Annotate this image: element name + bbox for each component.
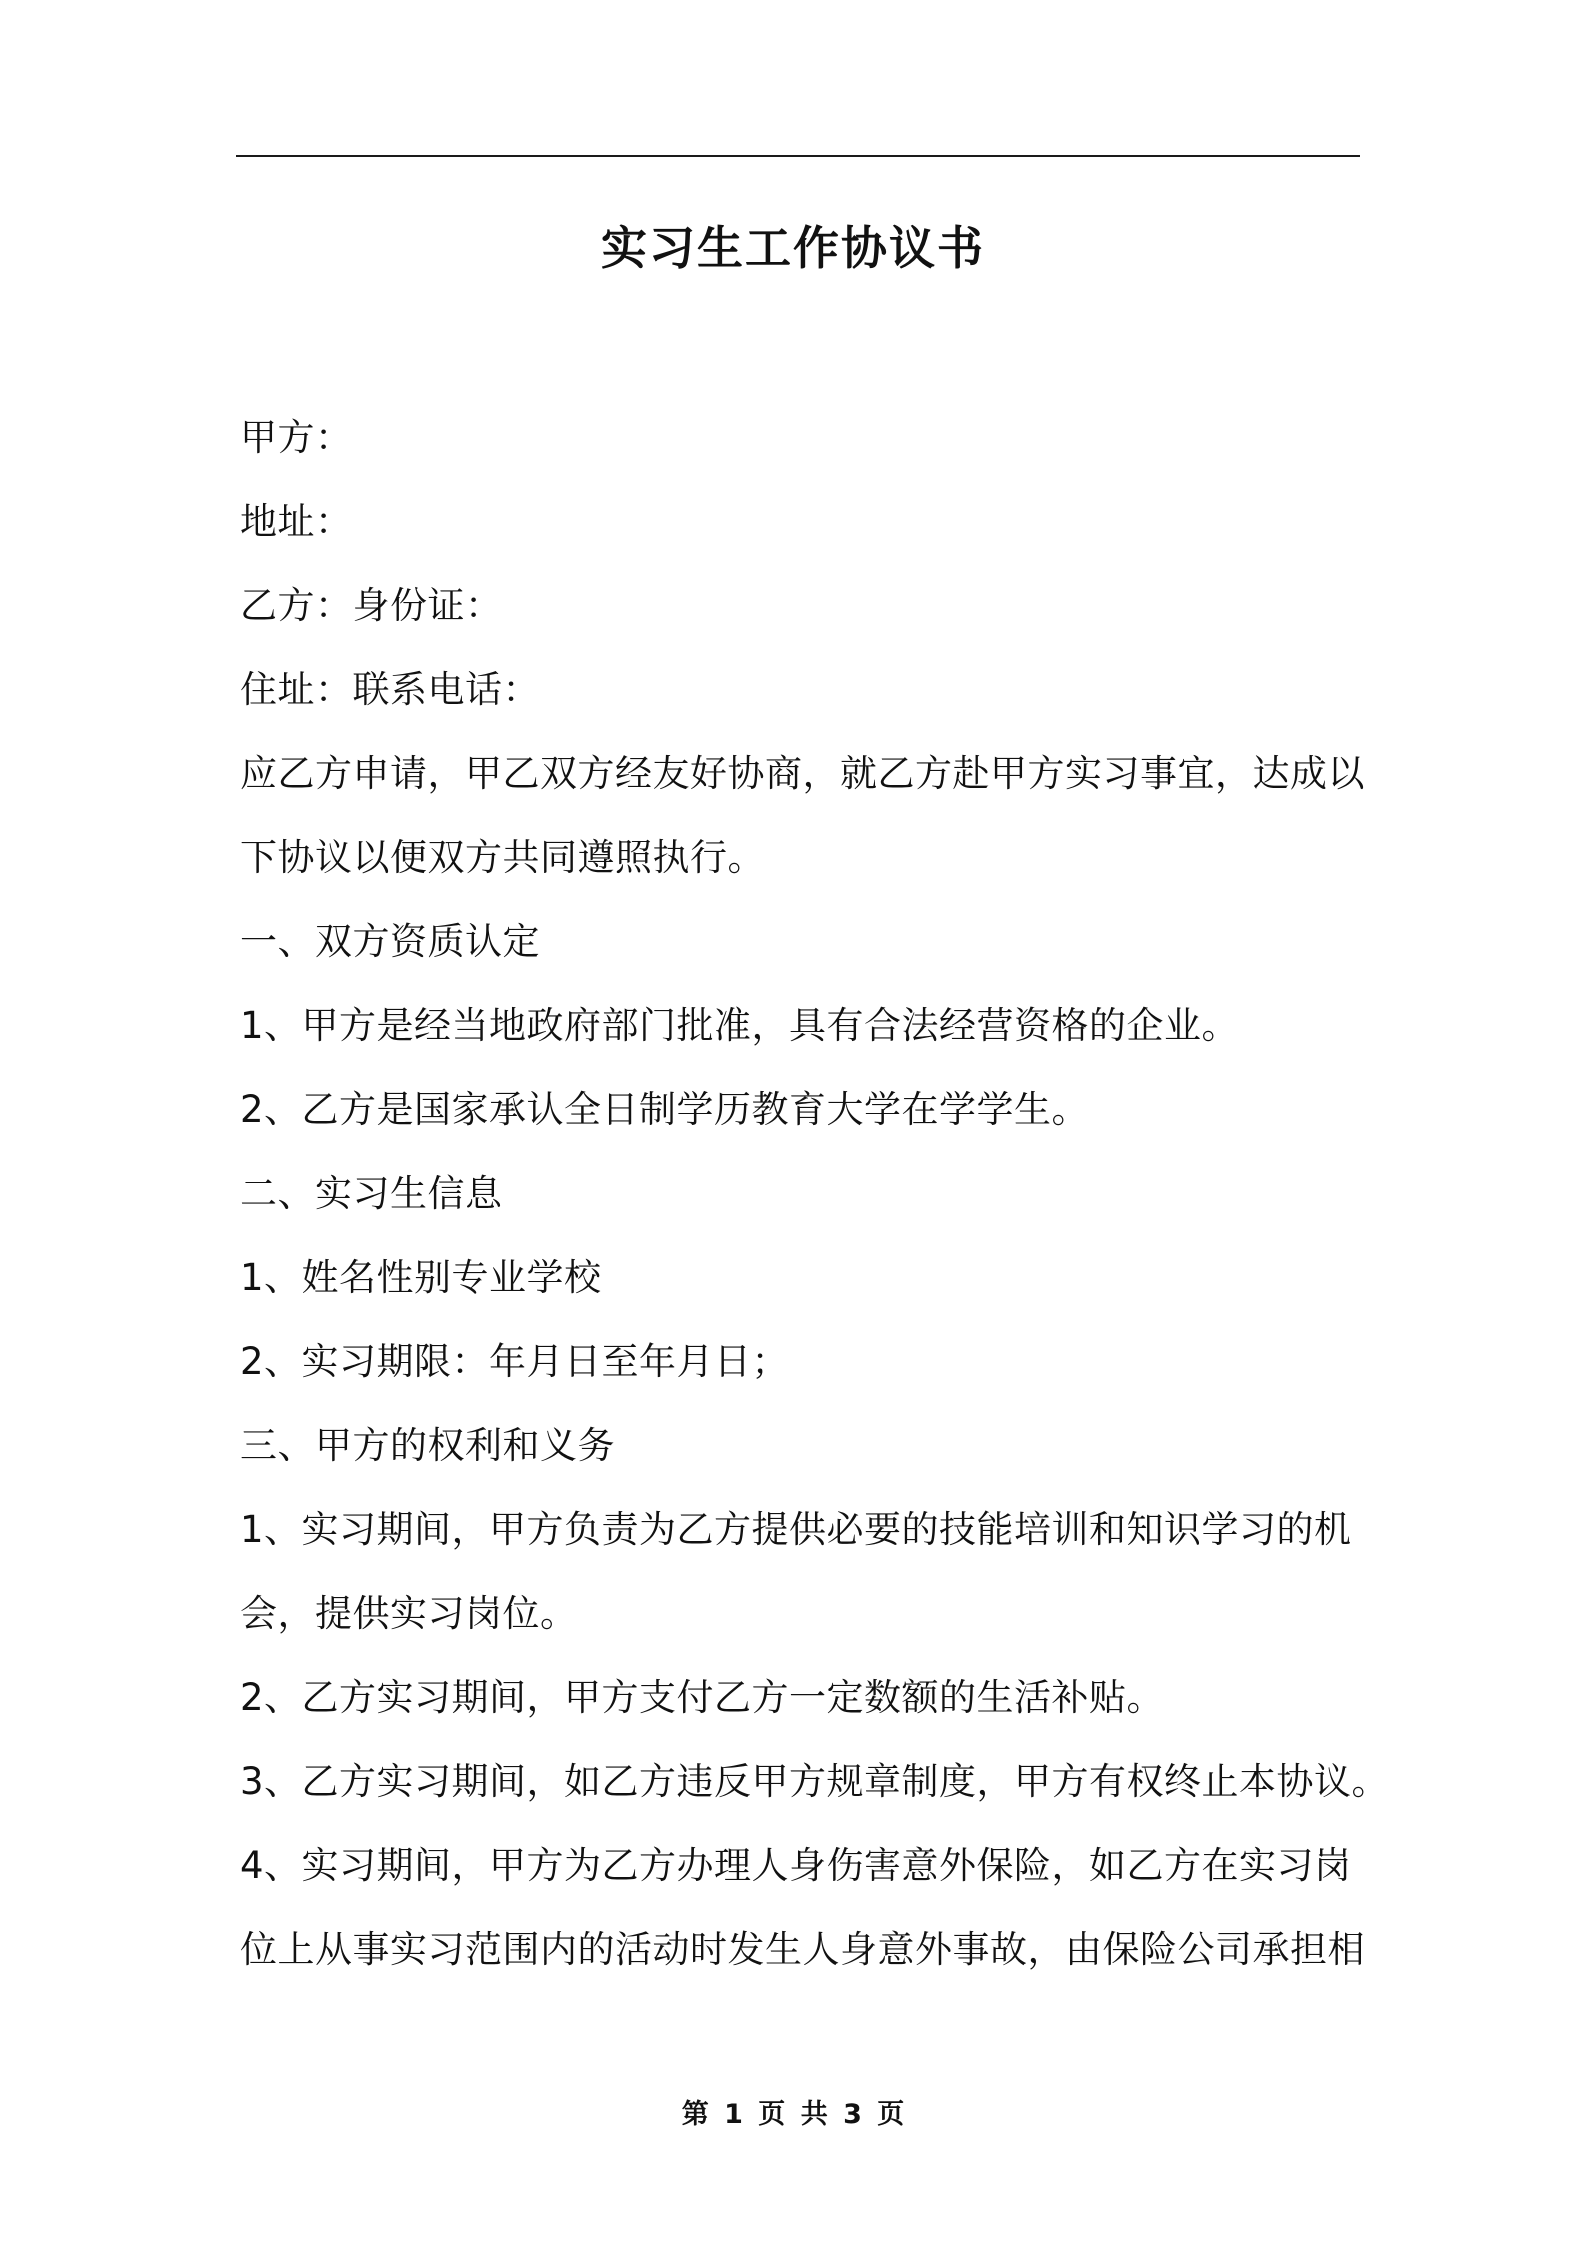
clause-line: 3、乙方实习期间，如乙方违反甲方规章制度，甲方有权终止本协议。	[240, 1760, 1390, 1803]
page-footer: 第 1 页 共 3 页	[681, 2099, 905, 2130]
clause-line: 2、乙方实习期间，甲方支付乙方一定数额的生活补贴。	[240, 1676, 1165, 1719]
section-heading: 二、实习生信息	[240, 1172, 503, 1215]
party-b-id-line: 乙方：身份证：	[240, 584, 503, 627]
intro-paragraph-line: 应乙方申请，甲乙双方经友好协商，就乙方赴甲方实习事宜，达成以	[240, 752, 1365, 795]
header-rule	[236, 155, 1360, 157]
document-body	[240, 396, 1390, 1992]
clause-line: 2、实习期限：年月日至年月日；	[240, 1340, 790, 1383]
document-title: 实习生工作协议书	[601, 221, 985, 275]
clause-line: 1、实习期间，甲方负责为乙方提供必要的技能培训和知识学习的机	[240, 1508, 1352, 1551]
clause-line: 位上从事实习范围内的活动时发生人身意外事故，由保险公司承担相	[240, 1928, 1365, 1971]
party-a-line: 甲方：	[240, 416, 353, 459]
residence-phone-line: 住址：联系电话：	[240, 668, 540, 711]
section-heading: 一、双方资质认定	[240, 920, 540, 963]
clause-line: 会，提供实习岗位。	[240, 1592, 578, 1635]
clause-line: 4、实习期间，甲方为乙方办理人身伤害意外保险，如乙方在实习岗	[240, 1844, 1352, 1887]
clause-line: 2、乙方是国家承认全日制学历教育大学在学学生。	[240, 1088, 1090, 1131]
intro-paragraph-line: 下协议以便双方共同遵照执行。	[240, 836, 765, 879]
clause-line: 1、甲方是经当地政府部门批准，具有合法经营资格的企业。	[240, 1004, 1240, 1047]
clause-line: 1、姓名性别专业学校	[240, 1256, 602, 1299]
section-heading: 三、甲方的权利和义务	[240, 1424, 615, 1467]
address-line: 地址：	[240, 500, 353, 543]
